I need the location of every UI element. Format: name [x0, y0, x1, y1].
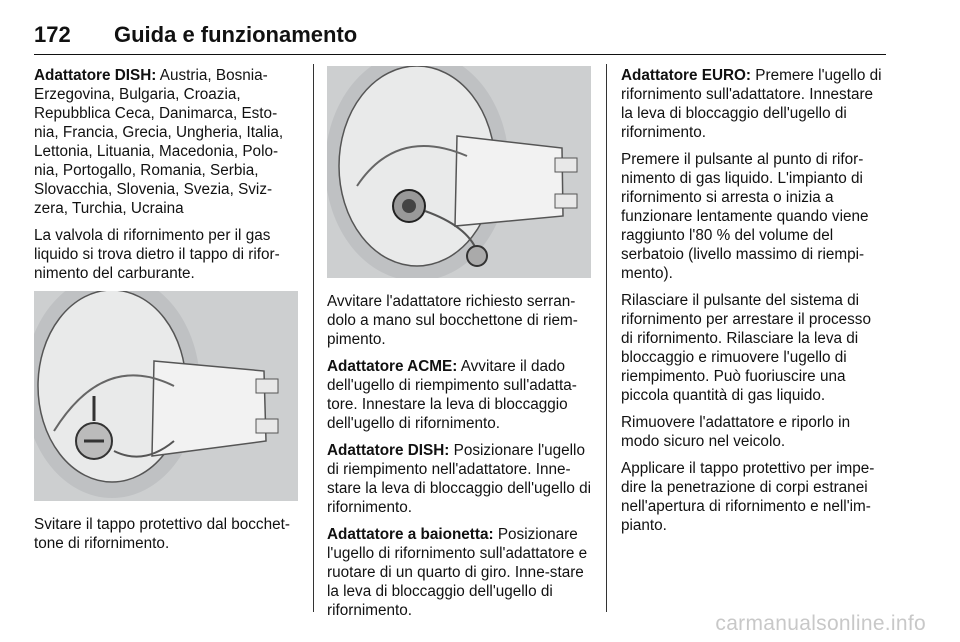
column-right: [621, 66, 887, 543]
paragraph-text: Posizionare l'ugello di riempimento nell'adattatore. Inne-stare la leva di bloccaggio dell'ugello di rifornimento.: [327, 442, 591, 516]
watermark: carmanualsonline.info: [715, 612, 926, 635]
header-rule: [34, 54, 886, 55]
paragraph: Rilasciare il pulsante del sistema di rifornimento per arrestare il processo di rifornimento. Rilasciare la leva di bloccaggio e rimuovere l'ugello di riempimento. Può fuoriuscire una piccola quantità di gas liquido.: [621, 292, 871, 404]
paragraph: [327, 525, 593, 620]
paragraph-text: Premere l'ugello di rifornimento sull'adattatore. Innestare la leva di bloccaggio dell'ugello di rifornimento.: [621, 67, 882, 141]
paragraph: [621, 66, 887, 142]
page-header: [34, 22, 886, 52]
paragraph-text: Austria, Bosnia-Erzegovina, Bulgaria, Croazia, Repubblica Ceca, Danimarca, Esto-nia, Francia, Grecia, Ungheria, Italia, Lettonia, Lituania, Macedonia, Polo-nia, Portogallo, Romania, Serbia, Slovacchia, Slovenia, Svezia, Sviz-zera, Turchia, Ucraina: [34, 67, 284, 217]
paragraph: Avvitare l'adattatore richiesto serran-dolo a mano sul bocchettone di riem-pimento.: [327, 293, 578, 348]
chapter-title: Guida e funzionamento: [114, 22, 358, 47]
paragraph: [327, 357, 593, 433]
figure-filler-adapter: [327, 66, 591, 278]
term-label: Adattatore ACME:: [327, 358, 458, 375]
column-divider: [313, 64, 314, 612]
paragraph: [327, 441, 593, 517]
paragraph: [34, 66, 300, 218]
figure-fuel-door-cap: [34, 291, 298, 501]
paragraph: Svitare il tappo protettivo dal bocchet-tone di rifornimento.: [34, 516, 290, 552]
term-label: Adattatore a baionetta:: [327, 526, 494, 543]
term-label: Adattatore DISH:: [34, 67, 157, 84]
paragraph: Applicare il tappo protettivo per impe-dire la penetrazione di corpi estranei nell'apertura di rifornimento e nell'im-pianto.: [621, 460, 875, 534]
term-label: Adattatore DISH:: [327, 442, 450, 459]
paragraph: Premere il pulsante al punto di rifor-nimento di gas liquido. L'impianto di rifornimento si arresta o inizia a funzionare lentamente quando viene raggiunto l'80 % del volume del serbatoio (livello massimo di riempi-mento).: [621, 151, 869, 282]
term-label: Adattatore EURO:: [621, 67, 752, 84]
filler-adapter-illustration: [327, 66, 591, 278]
column-divider: [606, 64, 607, 612]
paragraph-text: Posizionare l'ugello di rifornimento sull'adattatore e ruotare di un quarto di giro. Inne-stare la leva di bloccaggio dell'ugello di rifornimento.: [327, 526, 588, 619]
fuel-filler-illustration: [34, 291, 298, 501]
page-number: 172: [34, 22, 71, 47]
paragraph: La valvola di rifornimento per il gas liquido si trova dietro il tappo di rifor-nimento del carburante.: [34, 227, 280, 282]
column-left: [34, 66, 300, 561]
column-middle: [327, 66, 593, 628]
paragraph-text: Avvitare il dado dell'ugello di riempimento sull'adatta-tore. Innestare la leva di bloccaggio dell'ugello di rifornimento.: [327, 358, 577, 432]
paragraph: Rimuovere l'adattatore e riporlo in modo sicuro nel veicolo.: [621, 414, 851, 450]
